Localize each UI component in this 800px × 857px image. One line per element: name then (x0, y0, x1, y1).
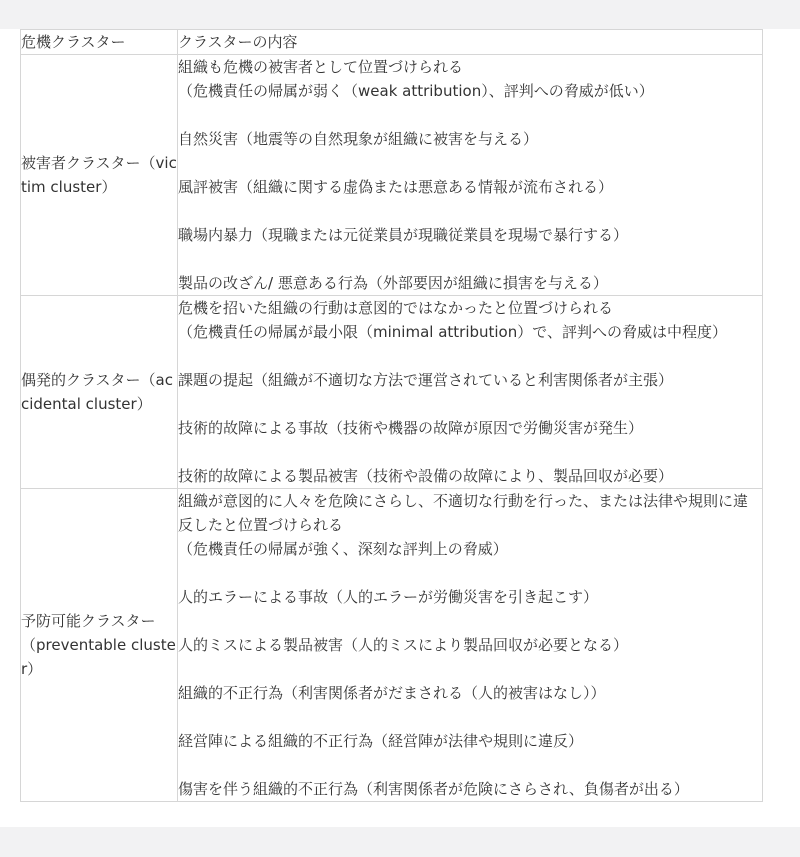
list-item: 課題の提起（組織が不適切な方法で運営されていると利害関係者が主張） (178, 371, 674, 389)
list-item: 自然災害（地震等の自然現象が組織に被害を与える） (178, 130, 539, 148)
spacer (178, 103, 762, 127)
spacer (178, 199, 762, 223)
cluster-attribution: （危機責任の帰属が弱く（weak attribution）、評判への脅威が低い） (178, 82, 654, 100)
list-item: 製品の改ざん/ 悪意ある行為（外部要因が組織に損害を与える） (178, 274, 608, 292)
crisis-cluster-table (20, 29, 763, 802)
spacer (178, 705, 762, 729)
table-row-preventable (21, 489, 763, 802)
cluster-content (178, 296, 763, 489)
cluster-content (178, 489, 763, 802)
list-item: 人的エラーによる事故（人的エラーが労働災害を引き起こす） (178, 588, 599, 606)
list-item: 経営陣による組織的不正行為（経営陣が法律や規則に違反） (178, 732, 584, 750)
cluster-attribution: （危機責任の帰属が強く、深刻な評判上の脅威） (178, 540, 508, 558)
cluster-content (178, 55, 763, 296)
table-row-accidental (21, 296, 763, 489)
header-cluster: 危機クラスター (21, 30, 178, 55)
spacer (178, 657, 762, 681)
table-row-victim (21, 55, 763, 296)
cluster-name: 偶発的クラスター（accidental cluster） (21, 296, 178, 489)
list-item: 風評被害（組織に関する虚偽または悪意ある情報が流布される） (178, 178, 614, 196)
cluster-intro: 危機を招いた組織の行動は意図的ではなかったと位置づけられる (178, 299, 614, 317)
table-header-row (21, 30, 763, 55)
list-item: 組織的不正行為（利害関係者がだまされる（人的被害はなし）） (178, 684, 606, 702)
spacer (178, 609, 762, 633)
cluster-attribution: （危機責任の帰属が最小限（minimal attribution）で、評判への脅威は中程度） (178, 323, 727, 341)
cluster-intro: 組織も危機の被害者として位置づけられる (178, 58, 464, 76)
spacer (178, 440, 762, 464)
page-content (0, 29, 800, 827)
spacer (178, 344, 762, 368)
list-item: 傷害を伴う組織的不正行為（利害関係者が危険にさらされ、負傷者が出る） (178, 780, 689, 798)
spacer (178, 561, 762, 585)
list-item: 人的ミスによる製品被害（人的ミスにより製品回収が必要となる） (178, 636, 629, 654)
cluster-name: 予防可能クラスター（preventable cluster） (21, 489, 178, 802)
cluster-intro: 組織が意図的に人々を危険にさらし、不適切な行動を行った、または法律や規則に違反したと位置づけられる (178, 492, 749, 534)
list-item: 技術的故障による製品被害（技術や設備の故障により、製品回収が必要） (178, 467, 674, 485)
spacer (178, 392, 762, 416)
cluster-name: 被害者クラスター（victim cluster） (21, 55, 178, 296)
list-item: 職場内暴力（現職または元従業員が現職従業員を現場で暴行する） (178, 226, 629, 244)
header-content: クラスターの内容 (178, 30, 763, 55)
list-item: 技術的故障による事故（技術や機器の故障が原因で労働災害が発生） (178, 419, 644, 437)
spacer (178, 247, 762, 271)
spacer (178, 753, 762, 777)
spacer (178, 151, 762, 175)
